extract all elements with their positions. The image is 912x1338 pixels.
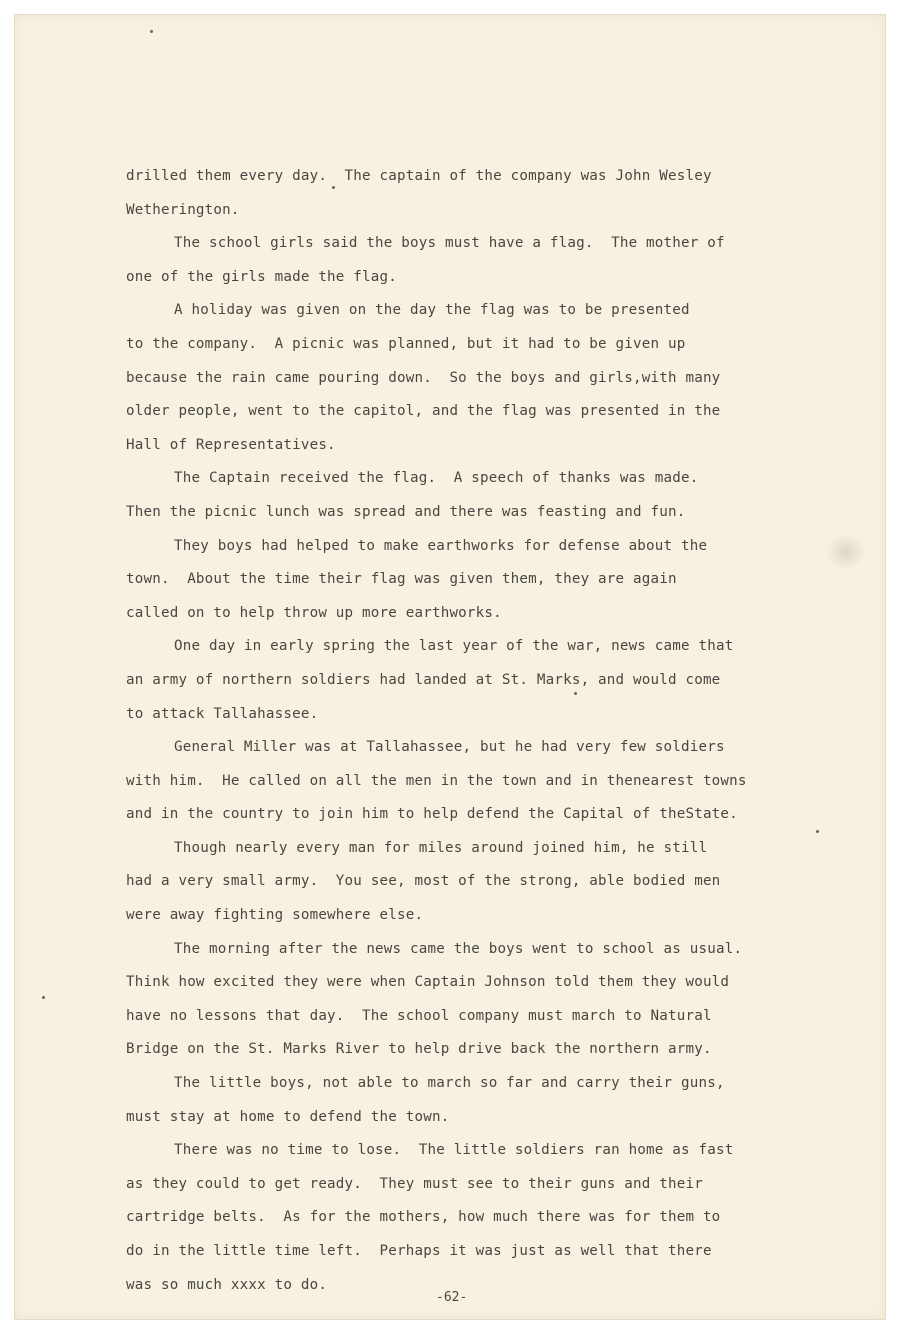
text-line: The school girls said the boys must have a flag. The mother of xyxy=(174,235,725,252)
text-line: were away fighting somewhere else. xyxy=(126,907,424,924)
text-line: to the company. A picnic was planned, but it had to be given up xyxy=(126,335,686,352)
text-line: The Captain received the flag. A speech of thanks was made. xyxy=(174,470,699,487)
paper-speck xyxy=(150,30,153,33)
text-line: The little boys, not able to march so far and carry their guns, xyxy=(174,1075,725,1092)
text-line: Bridge on the St. Marks River to help drive back the northern army. xyxy=(126,1041,712,1058)
paragraph xyxy=(126,227,846,294)
text-line: drilled them every day. The captain of the company was John Wesley xyxy=(126,168,712,184)
text-line: Hall of Representatives. xyxy=(126,436,336,453)
text-line: and in the country to join him to help defend the Capital of theState. xyxy=(126,806,738,823)
text-line: have no lessons that day. The school company must march to Natural xyxy=(126,1007,712,1024)
text-line: as they could to get ready. They must see to their guns and their xyxy=(126,1175,703,1192)
text-line: one of the girls made the flag. xyxy=(126,268,397,285)
paragraph xyxy=(126,933,846,1067)
paragraph xyxy=(126,1134,846,1302)
paragraph xyxy=(126,832,846,933)
text-line: Wetherington. xyxy=(126,201,240,218)
text-line: Though nearly every man for miles around joined him, he still xyxy=(174,839,708,856)
document-body xyxy=(126,160,846,1302)
text-line: A holiday was given on the day the flag was to be presented xyxy=(174,302,690,319)
text-line: Then the picnic lunch was spread and there was feasting and fun. xyxy=(126,503,686,520)
document-page xyxy=(14,14,886,1320)
text-line: had a very small army. You see, most of the strong, able bodied men xyxy=(126,873,721,890)
paragraph xyxy=(126,630,846,731)
paragraph xyxy=(126,462,846,529)
text-line: cartridge belts. As for the mothers, how much there was for them to xyxy=(126,1209,721,1226)
text-line: There was no time to lose. The little soldiers ran home as fast xyxy=(174,1142,734,1159)
text-line: do in the little time left. Perhaps it was just as well that there xyxy=(126,1243,712,1259)
paragraph xyxy=(126,530,846,631)
text-line: General Miller was at Tallahassee, but he had very few soldiers xyxy=(174,739,725,756)
paragraph xyxy=(126,731,846,832)
text-line: The morning after the news came the boys went to school as usual. xyxy=(174,940,743,957)
page-number: -62- xyxy=(436,1290,468,1305)
text-line: Think how excited they were when Captain Johnson told them they would xyxy=(126,974,730,991)
text-line: to attack Tallahassee. xyxy=(126,705,319,722)
text-line: with him. He called on all the men in the town and in thenearest towns xyxy=(126,772,747,789)
text-line: because the rain came pouring down. So the boys and girls,with many xyxy=(126,369,721,386)
text-line: was so much xxxx to do. xyxy=(126,1276,328,1293)
text-line: One day in early spring the last year of the war, news came that xyxy=(174,638,734,655)
paragraph xyxy=(126,160,846,227)
paragraph xyxy=(126,294,846,462)
text-line: town. About the time their flag was given them, they are again xyxy=(126,571,677,588)
text-line: older people, went to the capitol, and the flag was presented in the xyxy=(126,403,721,420)
text-line: called on to help throw up more earthworks. xyxy=(126,604,502,621)
text-line: an army of northern soldiers had landed at St. Marks, and would come xyxy=(126,671,721,688)
text-line: They boys had helped to make earthworks for defense about the xyxy=(174,537,708,554)
paper-speck xyxy=(42,996,45,999)
text-line: must stay at home to defend the town. xyxy=(126,1108,450,1125)
paragraph xyxy=(126,1067,846,1134)
